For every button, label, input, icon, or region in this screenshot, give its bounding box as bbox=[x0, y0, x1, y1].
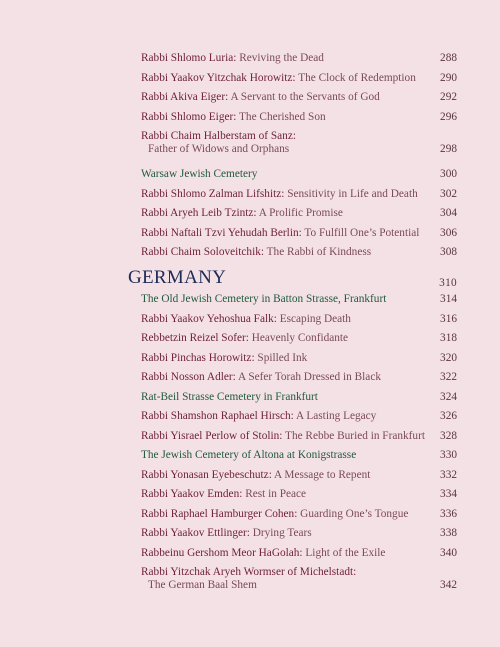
entry-page-number: 296 bbox=[440, 110, 457, 123]
toc-entry bbox=[141, 313, 457, 326]
entry-page-number: 342 bbox=[440, 579, 457, 591]
toc-entry bbox=[141, 111, 457, 124]
entry-title-continued: The German Baal Shem bbox=[148, 579, 257, 591]
entry-page-number: 320 bbox=[440, 351, 457, 364]
entry-name: Rabbi Shlomo Zalman Lifshitz: bbox=[141, 187, 285, 200]
entry-name: Rabbi Yitzchak Aryeh Wormser of Michelstadt: bbox=[141, 566, 357, 578]
entry-name: Rabbi Yisrael Perlow of Stolin: bbox=[141, 429, 283, 442]
entry-page-number: 334 bbox=[440, 488, 457, 500]
entry-name: Rabbi Yaakov Emden: bbox=[141, 488, 243, 500]
entry-name: Rabbi Yonasan Eyebeschutz: bbox=[141, 468, 272, 481]
toc-entry bbox=[141, 130, 457, 156]
toc-entry bbox=[141, 207, 457, 220]
toc-entry bbox=[141, 227, 457, 240]
toc-entry bbox=[141, 72, 457, 85]
entry-name: Rabbi Akiva Eiger: bbox=[141, 91, 229, 103]
entry-name: Rabbi Shamshon Raphael Hirsch: bbox=[141, 410, 294, 422]
toc-entry bbox=[141, 469, 457, 482]
entry-title: The Cherished Son bbox=[239, 110, 326, 123]
entry-page-number: 314 bbox=[440, 293, 457, 305]
cemetery-entry bbox=[141, 391, 457, 404]
cemetery-entry bbox=[141, 168, 457, 181]
entry-title: Drying Tears bbox=[252, 527, 312, 539]
entry-page-number: 330 bbox=[440, 449, 457, 461]
entry-page-number: 308 bbox=[440, 246, 457, 258]
entry-title: Rat-Beil Strasse Cemetery in Frankfurt bbox=[141, 390, 318, 403]
toc-entry bbox=[141, 352, 457, 365]
entry-page-number: 332 bbox=[440, 468, 457, 481]
entry-page-number: 316 bbox=[440, 312, 457, 325]
entry-title: Rest in Peace bbox=[245, 488, 307, 500]
entry-name: Rabbi Yaakov Yitzchak Horowitz: bbox=[141, 71, 296, 84]
toc-entry bbox=[141, 52, 457, 65]
toc-entry bbox=[141, 332, 457, 345]
entry-title: The Rabbi of Kindness bbox=[266, 246, 372, 258]
section-page-number: 310 bbox=[439, 277, 457, 289]
toc-entry bbox=[141, 371, 457, 384]
entry-title: Guarding One’s Tongue bbox=[300, 507, 409, 520]
entry-page-number: 324 bbox=[440, 390, 457, 403]
toc-entry bbox=[141, 188, 457, 201]
entry-page-number: 322 bbox=[440, 371, 457, 383]
entry-name: Rabbi Raphael Hamburger Cohen: bbox=[141, 507, 298, 520]
entry-page-number: 298 bbox=[440, 143, 457, 155]
entry-page-number: 340 bbox=[440, 546, 457, 559]
entry-page-number: 292 bbox=[440, 91, 457, 103]
entry-name: Rabbi Shlomo Luria: bbox=[141, 52, 237, 64]
entry-name: Rabbi Yaakov Yehoshua Falk: bbox=[141, 312, 277, 325]
entry-title: A Prolific Promise bbox=[258, 207, 343, 219]
entry-title: The Old Jewish Cemetery in Batton Strasse, Frankfurt bbox=[141, 293, 387, 305]
section-title: GERMANY bbox=[128, 267, 227, 288]
entry-name: Rabbi Aryeh Leib Tzintz: bbox=[141, 207, 257, 219]
entry-page-number: 336 bbox=[440, 507, 457, 520]
toc-entry bbox=[141, 566, 457, 592]
entry-page-number: 328 bbox=[440, 429, 457, 442]
entry-title: A Sefer Torah Dressed in Black bbox=[237, 371, 381, 383]
entry-title: Escaping Death bbox=[279, 312, 351, 325]
entry-page-number: 300 bbox=[440, 168, 457, 180]
entry-title: Sensitivity in Life and Death bbox=[287, 187, 418, 200]
toc-entry bbox=[141, 527, 457, 540]
toc-entry bbox=[141, 91, 457, 104]
entry-title: Warsaw Jewish Cemetery bbox=[141, 168, 258, 180]
entry-title: Heavenly Confidante bbox=[251, 332, 349, 344]
toc-entry bbox=[141, 488, 457, 501]
toc-entry bbox=[141, 430, 457, 443]
entry-page-number: 338 bbox=[440, 527, 457, 539]
entry-page-number: 318 bbox=[440, 332, 457, 344]
entry-page-number: 304 bbox=[440, 207, 457, 219]
entry-title: The Jewish Cemetery of Altona at Konigstrasse bbox=[141, 449, 357, 461]
entry-name: Rabbi Pinchas Horowitz: bbox=[141, 351, 255, 364]
section-heading-germany bbox=[128, 267, 457, 289]
entry-title: Reviving the Dead bbox=[239, 52, 324, 64]
entry-name: Rabbeinu Gershom Meor HaGolah: bbox=[141, 546, 303, 559]
entry-title: Light of the Exile bbox=[305, 546, 386, 559]
entry-title: The Clock of Redemption bbox=[298, 71, 416, 84]
toc-entry bbox=[141, 410, 457, 423]
toc-entry bbox=[141, 547, 457, 560]
entry-title: The Rebbe Buried in Frankfurt bbox=[285, 429, 425, 442]
entry-page-number: 290 bbox=[440, 71, 457, 84]
cemetery-entry bbox=[141, 449, 457, 462]
entry-name: Rabbi Chaim Halberstam of Sanz: bbox=[141, 130, 296, 142]
entry-name: Rebbetzin Reizel Sofer: bbox=[141, 332, 249, 344]
toc-entry bbox=[141, 508, 457, 521]
entry-title: Spilled Ink bbox=[257, 351, 308, 364]
entry-title-continued: Father of Widows and Orphans bbox=[148, 143, 290, 155]
entry-title: A Lasting Legacy bbox=[296, 410, 377, 422]
entry-name: Rabbi Naftali Tzvi Yehudah Berlin: bbox=[141, 226, 302, 239]
entry-title: A Servant to the Servants of God bbox=[230, 91, 380, 103]
entry-page-number: 326 bbox=[440, 410, 457, 422]
entry-title: A Message to Repent bbox=[274, 468, 371, 481]
entry-name: Rabbi Yaakov Ettlinger: bbox=[141, 527, 250, 539]
cemetery-entry bbox=[141, 293, 457, 306]
toc-entry bbox=[141, 246, 457, 259]
entry-page-number: 302 bbox=[440, 187, 457, 200]
entry-name: Rabbi Shlomo Eiger: bbox=[141, 110, 237, 123]
entry-page-number: 288 bbox=[440, 52, 457, 64]
entry-name: Rabbi Chaim Soloveitchik: bbox=[141, 246, 265, 258]
entry-title: To Fulfill One’s Potential bbox=[304, 226, 420, 239]
entry-page-number: 306 bbox=[440, 226, 457, 239]
entry-name: Rabbi Nosson Adler: bbox=[141, 371, 236, 383]
